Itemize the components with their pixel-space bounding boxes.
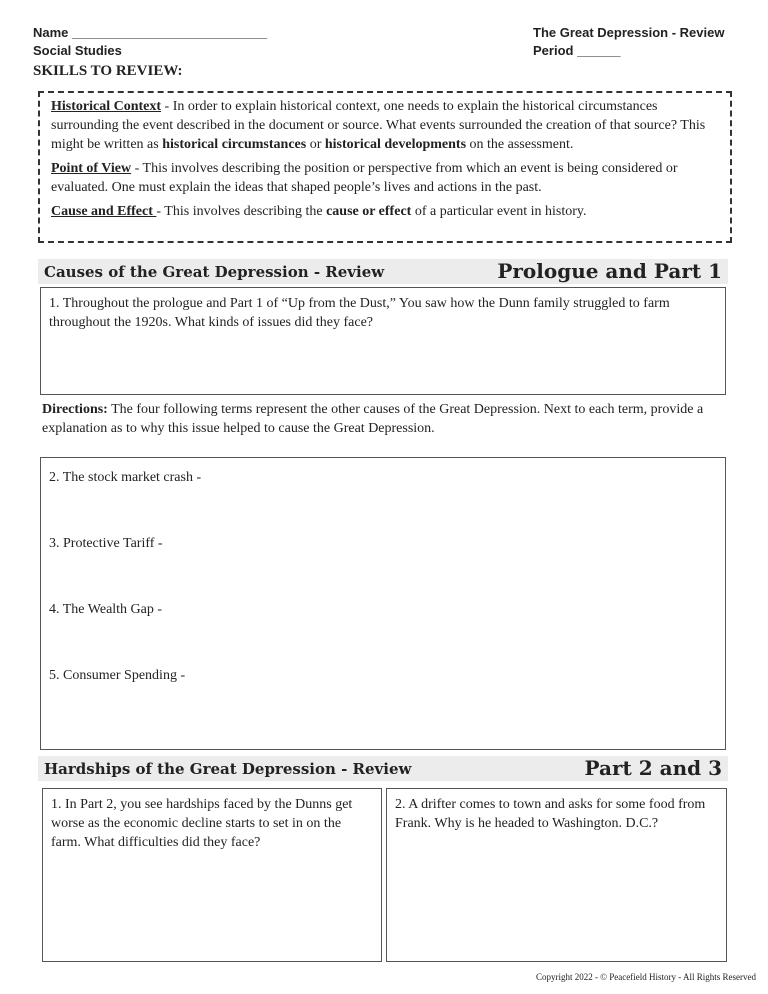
skill-cause-effect: Cause and Effect - This involves describing the cause or effect of a particular event in history. [51,204,587,219]
section-title: Hardships of the Great Depression - Review [44,760,412,778]
answer-box-hardships-q1[interactable] [42,788,382,962]
answer-box-terms[interactable] [40,457,726,750]
section-part: Part 2 and 3 [584,756,722,780]
term-stock-market-crash: 2. The stock market crash - [49,470,202,485]
term-protective-tariff: 3. Protective Tariff - [49,536,163,551]
answer-box-q1[interactable] [40,287,726,395]
directions: Directions: The four following terms represent the other causes of the Great Depression. Next to each term, provide a explanation as to why this issue helped to cause the Great Depression. [42,402,704,436]
question-text: 1. In Part 2, you see hardships faced by the Dunns get worse as the economic decline starts to set in on the farm. What difficulties did they face? [51,797,353,850]
term-wealth-gap: 4. The Wealth Gap - [49,602,163,617]
section-header-hardships [38,756,728,781]
worksheet-title: The Great Depression - Review [533,25,725,40]
answer-box-hardships-q2[interactable] [386,788,727,962]
copyright: Copyright 2022 - © Peacefield History - All Rights Reserved [535,972,756,982]
section-title: Causes of the Great Depression - Review [44,263,385,281]
skills-title: SKILLS TO REVIEW: [33,63,183,79]
skill-historical-context: Historical Context - In order to explain historical context, one needs to explain the historical circumstances surrounding the event described in the document or source. What events surrounded the creation of that source? This might be written as historical circumstances or historical developments on the assessment. [51,99,706,152]
question-text: 1. Throughout the prologue and Part 1 of “Up from the Dust,” You saw how the Dunn family struggled to farm throughout the 1920s. What kinds of issues did they face? [49,296,670,330]
term-consumer-spending: 5. Consumer Spending - [49,668,186,683]
section-part: Prologue and Part 1 [497,259,722,283]
question-text: 2. A drifter comes to town and asks for some food from Frank. Why is he headed to Washington. D.C.? [395,797,706,831]
name-field[interactable]: Name ___________________________ [33,25,268,40]
period-field[interactable]: Period ______ [533,43,621,58]
skill-point-of-view: Point of View - This involves describing the position or perspective from which an event is being considered or evaluated. One must explain the ideas that shaped people’s lives and actions in the past. [51,161,678,195]
skills-box [38,91,732,243]
section-header-causes [38,259,728,284]
subject-label: Social Studies [33,43,122,58]
